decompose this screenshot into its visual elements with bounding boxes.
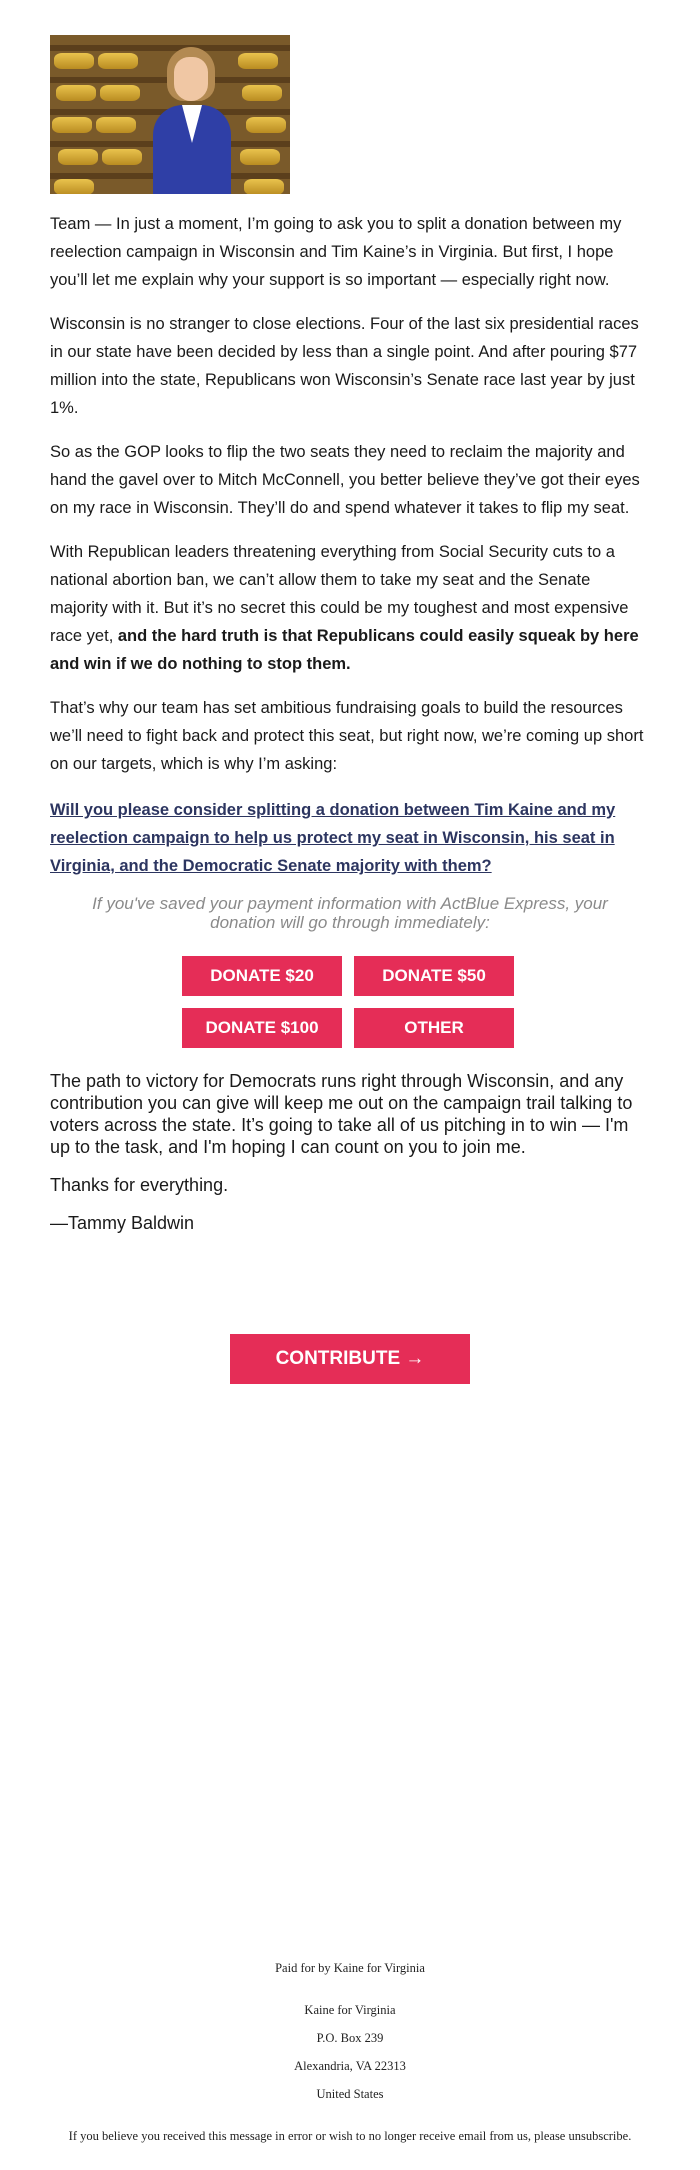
paragraph-threats bbox=[50, 538, 650, 678]
donate-50-button[interactable]: DONATE $50 bbox=[354, 956, 514, 996]
paragraph-threats-text: With Republican leaders threatening everything from Social Security cuts to a national abortion ban, we can’t allow them to take my seat and the Senate majority with it. But it’s no secret this could be my toughest and most expensive race yet, bbox=[50, 543, 629, 645]
footer-country: United States bbox=[316, 2087, 384, 2101]
donate-other-button[interactable]: OTHER bbox=[354, 1008, 514, 1048]
paragraph-intro: Team — In just a moment, I’m going to ask you to split a donation between my reelection campaign in Wisconsin and Tim Kaine’s in Virginia. But first, I hope you’ll let me explain why your support is so important — especially right now. bbox=[50, 215, 622, 289]
paragraph-gop-flip: So as the GOP looks to flip the two seats they need to reclaim the majority and hand the gavel over to Mitch McConnell, you better believe they’ve got their eyes on my race in Wisconsin. They’ll do and spend whatever it takes to flip my seat. bbox=[50, 443, 640, 517]
candidate-photo bbox=[50, 35, 290, 194]
unsubscribe-link[interactable]: If you believe you received this message in error or wish to no longer receive email from us, please unsubscribe. bbox=[68, 2129, 632, 2143]
paragraph-close-elections: Wisconsin is no stranger to close elections. Four of the last six presidential races in our state have been decided by less than a single point. And after pouring $77 million into the state, Republicans won Wisconsin’s Senate race last year by just 1%. bbox=[50, 315, 639, 417]
paragraph-threats-bold: and the hard truth is that Republicans could easily squeak by here and win if we do nothing to stop them. bbox=[50, 627, 639, 673]
paragraph-fundraising: That’s why our team has set ambitious fundraising goals to build the resources we’ll need to fight back and protect this seat, but right now, we’re coming up short on our targets, which is why I’m asking: bbox=[50, 699, 644, 773]
thanks-line: Thanks for everything. bbox=[50, 1175, 229, 1195]
donate-button-grid bbox=[182, 956, 518, 1048]
contribute-button[interactable]: CONTRIBUTE → bbox=[230, 1334, 470, 1384]
signature: —Tammy Baldwin bbox=[50, 1213, 195, 1233]
footer bbox=[0, 1960, 700, 2144]
donate-20-button[interactable]: DONATE $20 bbox=[182, 956, 342, 996]
footer-org: Kaine for Virginia bbox=[304, 2003, 396, 2017]
candidate-figure-icon bbox=[153, 47, 231, 194]
actblue-express-note: If you've saved your payment information with ActBlue Express, your donation will go through immediately: bbox=[92, 894, 608, 932]
donate-100-button[interactable]: DONATE $100 bbox=[182, 1008, 342, 1048]
paid-for-line: Paid for by Kaine for Virginia bbox=[275, 1961, 425, 1975]
footer-po-box: P.O. Box 239 bbox=[316, 2031, 384, 2045]
footer-city: Alexandria, VA 22313 bbox=[294, 2059, 406, 2073]
paragraph-path-to-victory: The path to victory for Democrats runs right through Wisconsin, and any contribution you can give will keep me out on the campaign trail talking to voters across the state. It’s going to take all of us pitching in to win — I'm up to the task, and I'm hoping I can count on you to join me. bbox=[50, 1071, 633, 1157]
email-body bbox=[50, 35, 650, 1384]
unsubscribe-line bbox=[0, 2128, 700, 2144]
split-donation-link[interactable]: Will you please consider splitting a donation between Tim Kaine and my reelection campaign to help us protect my seat in Wisconsin, his seat in Virginia, and the Democratic Senate majority with them? bbox=[50, 801, 616, 875]
